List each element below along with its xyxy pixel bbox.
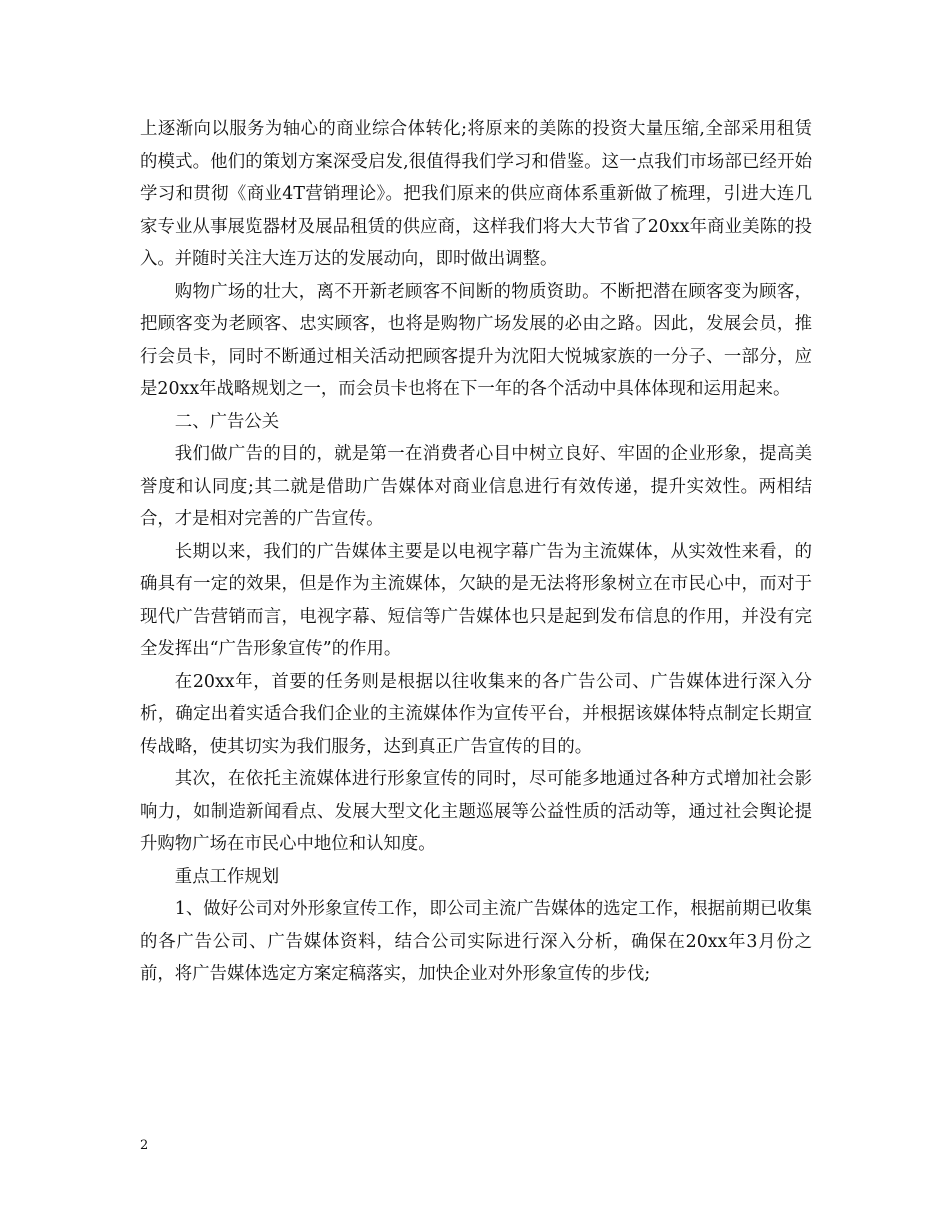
paragraph-media-history: 长期以来，我们的广告媒体主要是以电视字幕广告为主流媒体，从实效性来看，的确具有一定的效果，但是作为主流媒体，欠缺的是无法将形象树立在市民心中，而对于现代广告营销而言，电视字幕、短信等广告媒体也只是起到发布信息的作用，并没有完全发挥出“广告形象宣传”的作用。 bbox=[140, 541, 812, 659]
paragraph-primary-task: 在20xx年，首要的任务则是根据以往收集来的各广告公司、广告媒体进行深入分析，确定出着实适合我们企业的主流媒体作为宣传平台，并根据该媒体特点制定长期宣传战略，使其切实为我们服务，达到真正广告宣传的目的。 bbox=[140, 671, 812, 757]
section-heading-key-plan: 重点工作规划 bbox=[174, 866, 280, 887]
paragraph-advertising-purpose: 我们做广告的目的，就是第一在消费者心目中树立良好、牢固的企业形象，提高美誉度和认同度;其二就是借助广告媒体对商业信息进行有效传递，提升实效性。两相结合，才是相对完善的广告宣传。 bbox=[140, 444, 812, 529]
paragraph-plan-item-1: 1、做好公司对外形象宣传工作，即公司主流广告媒体的选定工作，根据前期已收集的各广告公司、广告媒体资料，结合公司实际进行深入分析，确保在20xx年3月份之前，将广告媒体选定方案定稿落实，加快企业对外形象宣传的步伐; bbox=[140, 899, 812, 984]
paragraph-membership: 购物广场的壮大，离不开新老顾客不间断的物质资助。不断把潜在顾客变为顾客，把顾客变为老顾客、忠实顾客，也将是购物广场发展的必由之路。因此，发展会员，推行会员卡，同时不断通过相关活动把顾客提升为沈阳大悦城家族的一分子、一部分，应是20xx年战略规划之一，而会员卡也将在下一年的各个活动中具体体现和运用起来。 bbox=[140, 281, 812, 399]
page-number: 2 bbox=[140, 1138, 149, 1153]
paragraph-continued: 上逐渐向以服务为轴心的商业综合体转化;将原来的美陈的投资大量压缩,全部采用租赁的模式。他们的策划方案深受启发,很值得我们学习和借鉴。这一点我们市场部已经开始学习和贯彻《商业4T营销理论》。把我们原来的供应商体系重新做了梳理，引进大连几家专业从事展览器材及展品租赁的供应商，这样我们将大大节省了20xx年商业美陈的投入。并随时关注大连万达的发展动向，即时做出调整。 bbox=[140, 119, 812, 269]
paragraph-secondary-task: 其次，在依托主流媒体进行形象宣传的同时，尽可能多地通过各种方式增加社会影响力，如制造新闻看点、发展大型文化主题巡展等公益性质的活动等，通过社会舆论提升购物广场在市民心中地位和认知度。 bbox=[140, 769, 812, 854]
document-body bbox=[140, 113, 812, 991]
section-heading-advertising: 二、广告公关 bbox=[174, 411, 280, 432]
